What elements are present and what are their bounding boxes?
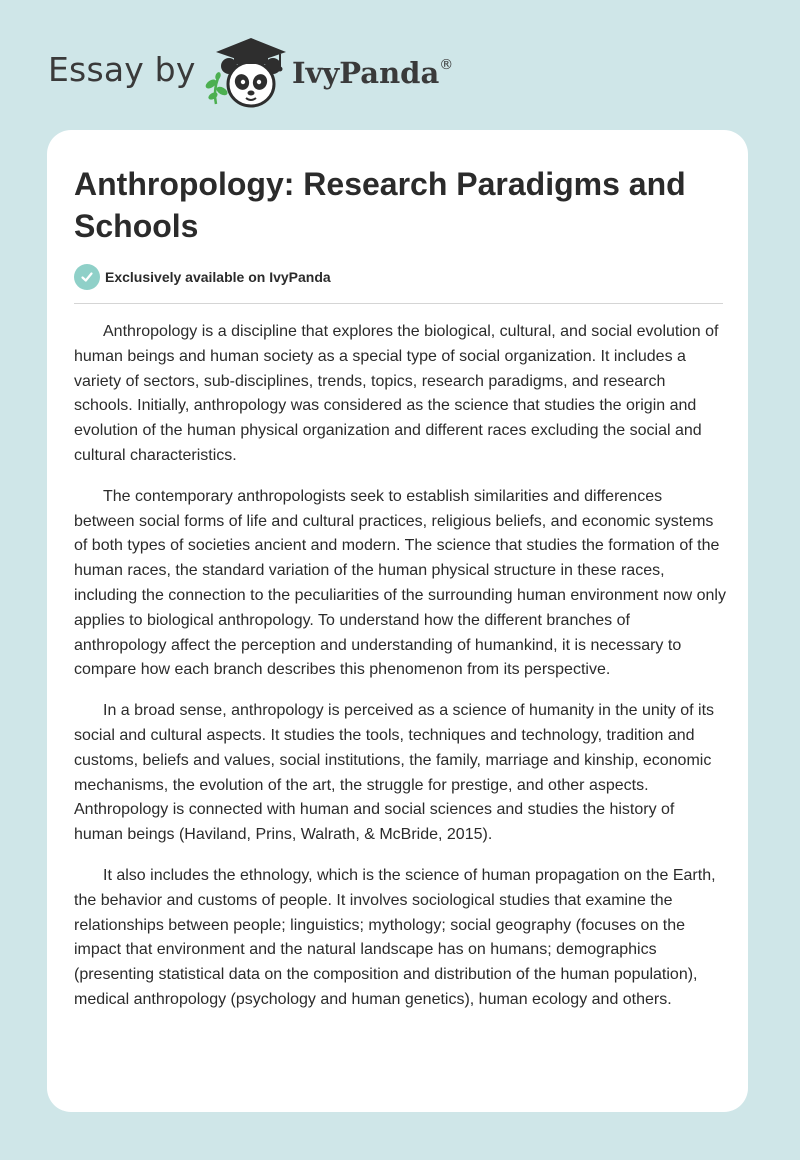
paragraph: In a broad sense, anthropology is perceived as a science of humanity in the unity of its social and cultural aspects. It studies the tools, techniques and technology, tradition and customs, beliefs and values, social institutions, the family, marriage and kinship, economic mechanisms, the evolution of the art, the struggle for prestige, and other aspects. Anthropology is connected with human and social sciences and studies the history of human beings (Haviland, Prins, Walrath, & McBride, 2015). bbox=[74, 702, 715, 844]
essay-body bbox=[74, 320, 726, 1029]
essay-card bbox=[47, 130, 748, 1112]
registered-mark: ® bbox=[439, 57, 454, 73]
checkmark-icon bbox=[74, 264, 100, 290]
paragraph: The contemporary anthropologists seek to establish similarities and differences between social forms of life and cultural practices, religious beliefs, and economic systems of both types of societies ancient and modern. The science that studies the formation of the human races, the standard variation of the human physical structure in these races, including the connection to the peculiarities of the surrounding human environment now only applies to biological anthropology. To understand how the different branches of anthropology affect the perception and understanding of humankind, it is necessary to compare how each branch describes this phenomenon from its perspective. bbox=[74, 487, 726, 679]
brand-name-text: IvyPanda bbox=[292, 56, 440, 90]
divider bbox=[74, 303, 723, 304]
brand-name[interactable] bbox=[292, 56, 453, 90]
panda-graduate-icon[interactable] bbox=[202, 34, 288, 110]
essay-by-label: Essay by bbox=[48, 50, 196, 89]
paragraph: It also includes the ethnology, which is the science of human propagation on the Earth, the behavior and customs of people. It involves sociological studies that examine the relationships between people; linguistics; mythology; social geography (focuses on the impact that environment and the natural landscape has on humans; demographics (presenting statistical data on the composition and distribution of the human population), medical anthropology (psychology and human genetics), human ecology and others. bbox=[74, 866, 716, 1008]
site-header bbox=[48, 34, 508, 114]
exclusive-label: Exclusively available on IvyPanda bbox=[105, 269, 331, 285]
page-title: Anthropology: Research Paradigms and Schools bbox=[74, 166, 686, 244]
exclusive-badge bbox=[74, 264, 331, 290]
paragraph: Anthropology is a discipline that explores the biological, cultural, and social evolution of human beings and human society as a special type of social organization. It includes a variety of sectors, sub-disciplines, trends, topics, research paradigms, and research schools. Initially, anthropology was considered as the science that studies the origin and evolution of the human physical organization and different races excluding the social and cultural characteristics. bbox=[74, 323, 719, 464]
